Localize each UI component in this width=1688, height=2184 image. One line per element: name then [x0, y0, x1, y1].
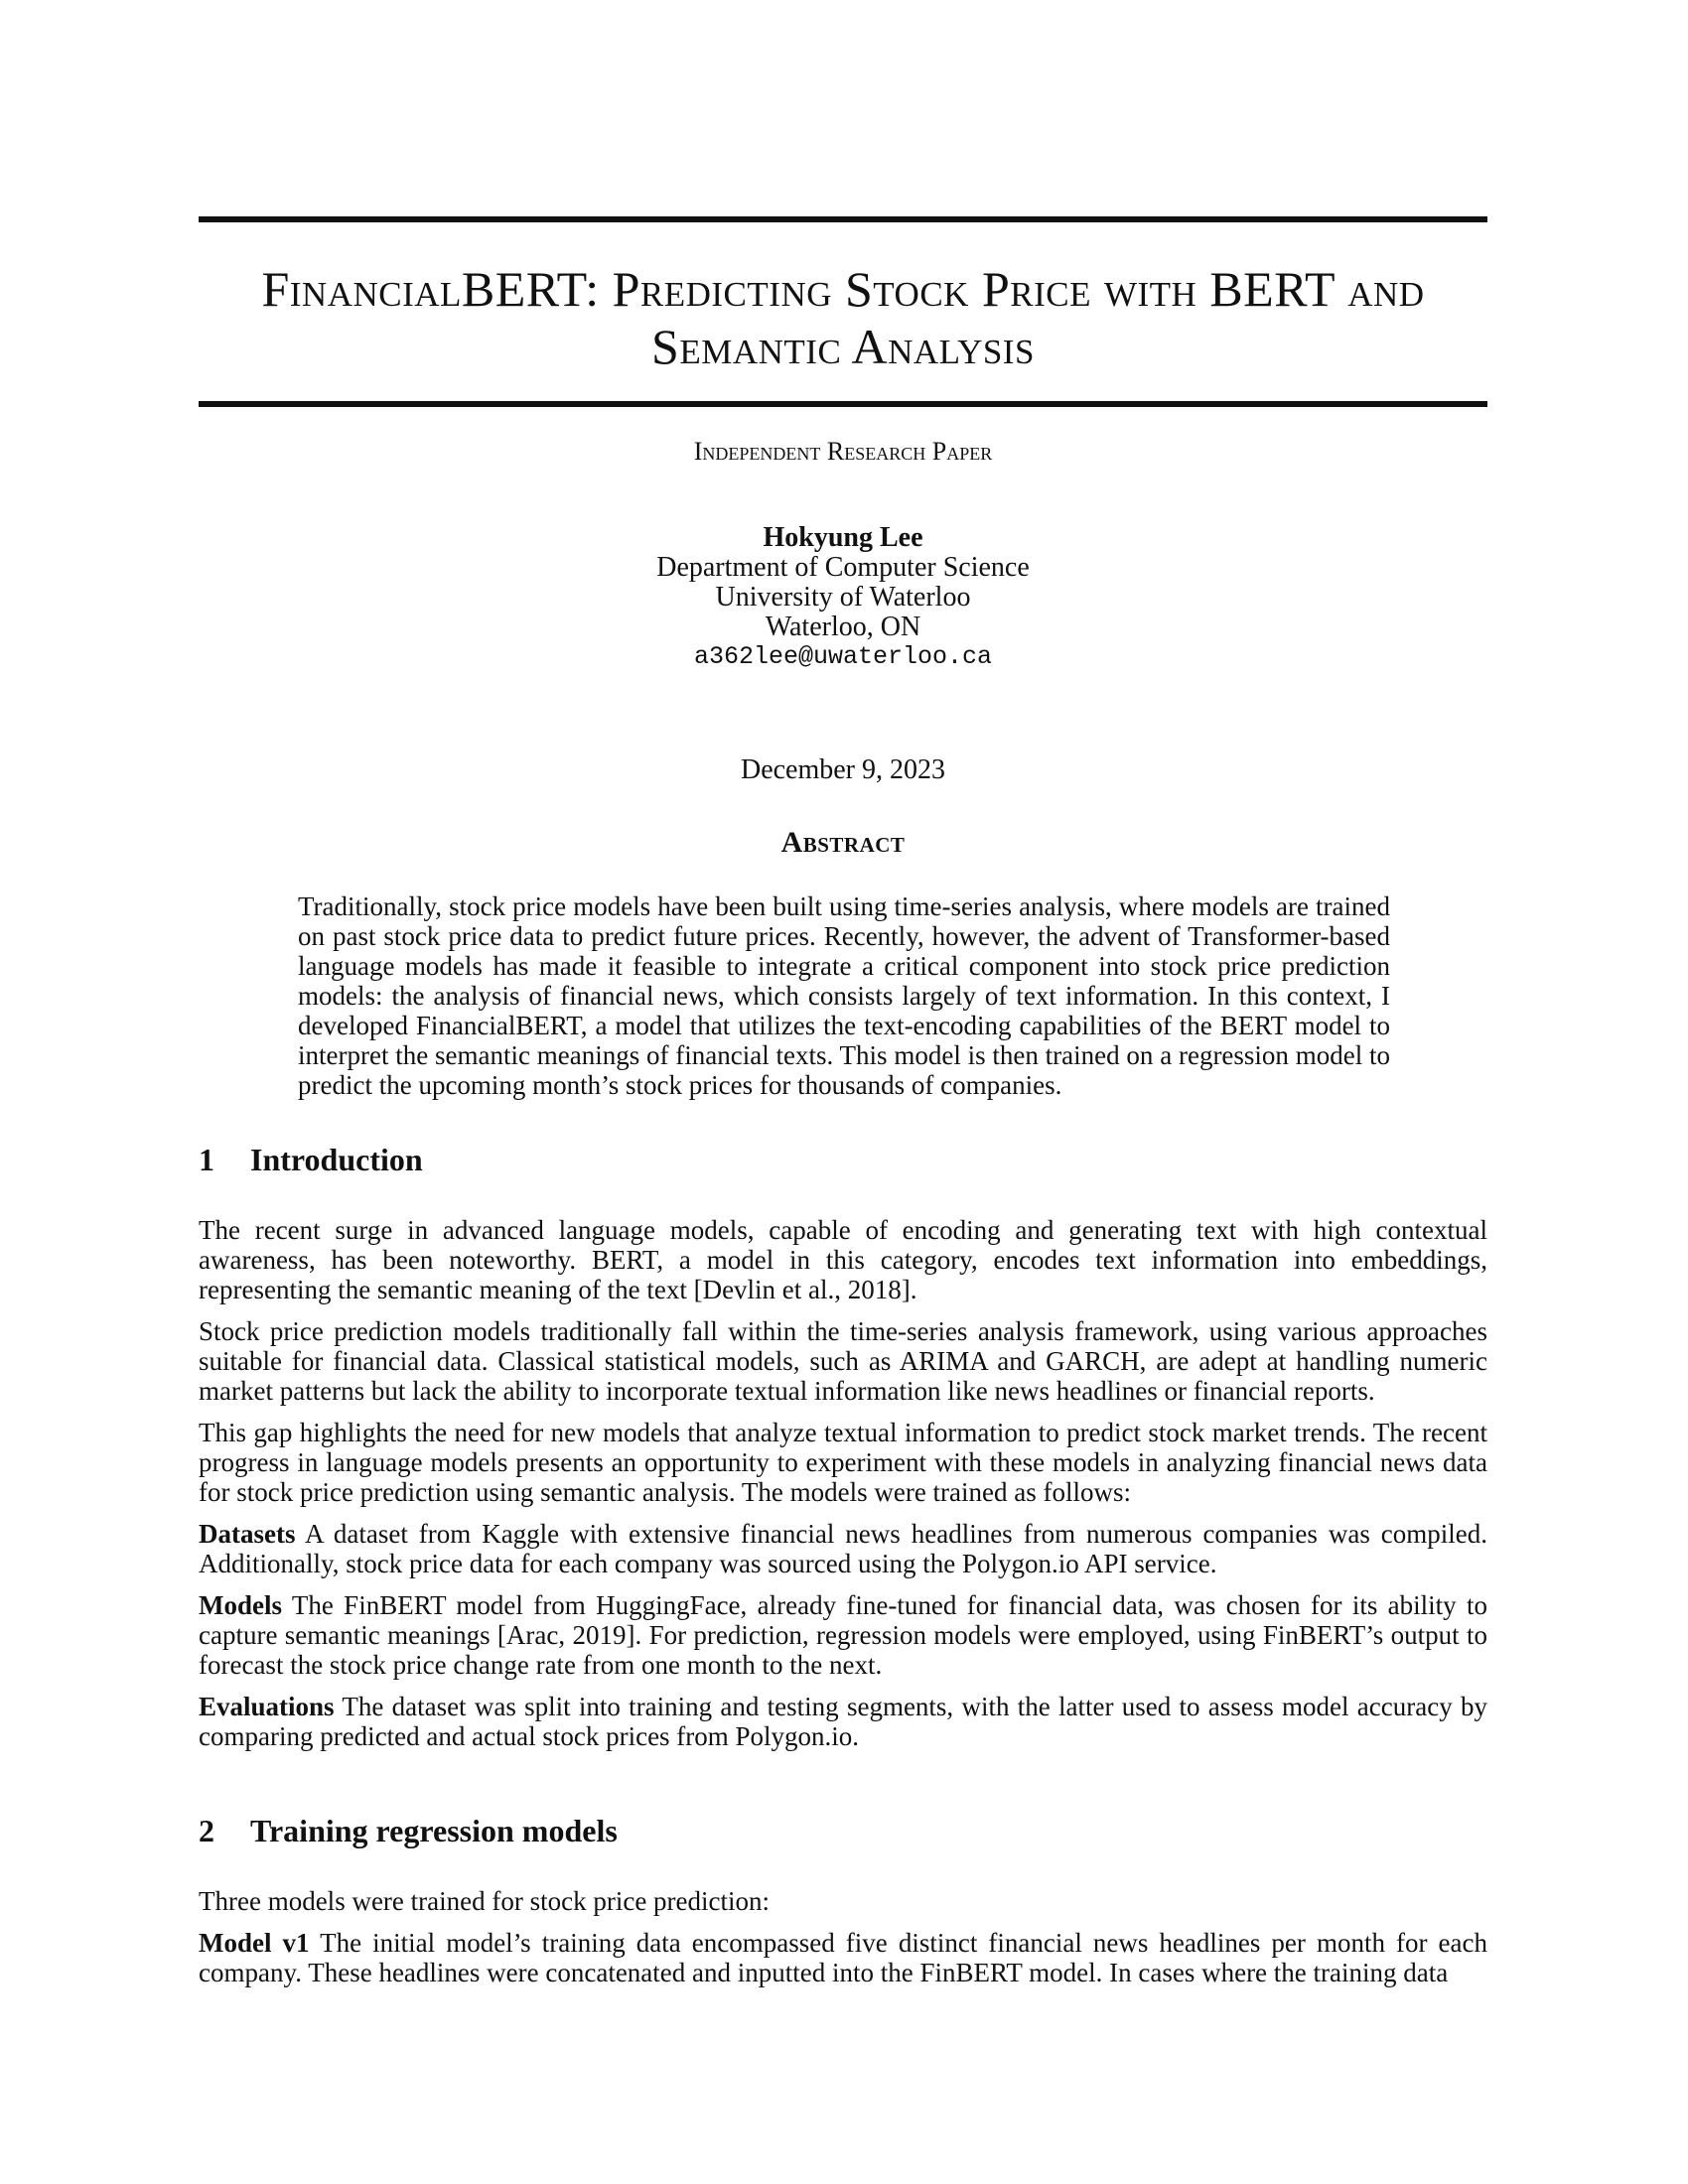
paragraph: Stock price prediction models traditionally fall within the time-series analysis framework, using various approaches suitable for financial data. Classical statistical models, such as ARIMA and GARCH, are adept at handling numeric market patterns but lack the ability to incorporate textual information like news headlines or financial reports.: [199, 1316, 1487, 1406]
introduction-body: [199, 1215, 1487, 1763]
paper-date: December 9, 2023: [740, 754, 946, 785]
author-block: [199, 523, 1487, 672]
paragraph-label: Model v1: [199, 1928, 310, 1958]
author-department: Department of Computer Science: [656, 552, 1030, 583]
title-line-2: Semantic Analysis: [651, 319, 1035, 374]
paragraph-text: The dataset was split into training and testing segments, with the latter used to assess model accuracy by comparing predicted and actual stock prices from Polygon.io.: [199, 1692, 1487, 1751]
paragraph-label: Datasets: [199, 1519, 296, 1549]
paragraph-label: Models: [199, 1590, 282, 1620]
author-email: a362lee@uwaterloo.ca: [693, 642, 993, 671]
author-name: Hokyung Lee: [763, 522, 923, 553]
paragraph: This gap highlights the need for new models that analyze textual information to predict stock market trends. The recent progress in language models presents an opportunity to experiment with these models in analyzing financial news data for stock price prediction using semantic analysis. The models were trained as follows:: [199, 1418, 1487, 1507]
abstract-text: Traditionally, stock price models have been built using time-series analysis, where models are trained on past stock price data to predict future prices. Recently, however, the advent of Transformer-based language models has made it feasible to integrate a critical component into stock price prediction models: the analysis of financial news, which consists largely of text information. In this context, I developed FinancialBERT, a model that utilizes the text-encoding capabilities of the BERT model to interpret the semantic meanings of financial texts. This model is then trained on a regression model to predict the upcoming month’s stock prices for thousands of companies.: [298, 891, 1390, 1100]
paragraph-text: A dataset from Kaggle with extensive financial news headlines from numerous companies was compiled. Additionally, stock price data for each company was sourced using the Polygon.io API service.: [199, 1519, 1487, 1578]
title-rule-bottom: [199, 401, 1487, 407]
labeled-paragraph-datasets: [199, 1519, 1487, 1578]
labeled-paragraph-evaluations: [199, 1692, 1487, 1751]
section-heading-introduction: [199, 1142, 1487, 1178]
paragraph-text: The initial model’s training data encompassed five distinct financial news headlines per month for each company. These headlines were concatenated and inputted into the FinBERT model. In cases where the training data: [199, 1928, 1487, 1987]
paragraph-text: The FinBERT model from HuggingFace, already fine-tuned for financial data, was chosen for its ability to capture semantic meanings [Arac, 2019]. For prediction, regression models were employed, using FinBERT’s output to forecast the stock price change rate from one month to the next.: [199, 1590, 1487, 1680]
title-line-1: FinancialBERT: Predicting Stock Price with BERT and: [261, 261, 1425, 317]
paragraph-label: Evaluations: [199, 1692, 335, 1721]
labeled-paragraph-model-v1: [199, 1928, 1487, 1987]
section-number: 2: [199, 1813, 214, 1848]
title-rule-top: [199, 216, 1487, 222]
labeled-paragraph-models: [199, 1590, 1487, 1680]
author-location: Waterloo, ON: [765, 612, 921, 642]
section-title: Training regression models: [250, 1813, 618, 1848]
section-title: Introduction: [250, 1142, 423, 1177]
paper-type: Independent Research Paper: [693, 437, 993, 466]
paragraph: Three models were trained for stock price prediction:: [199, 1886, 771, 1916]
section-number: 1: [199, 1142, 214, 1177]
training-body: [199, 1886, 1487, 1999]
paper-title: [199, 260, 1487, 375]
paragraph: The recent surge in advanced language models, capable of encoding and generating text with high contextual awareness, has been noteworthy. BERT, a model in this category, encodes text information into embeddings, representing the semantic meaning of the text [Devlin et al., 2018].: [199, 1215, 1487, 1304]
section-heading-training: [199, 1813, 1487, 1849]
abstract-heading: Abstract: [780, 826, 906, 859]
author-university: University of Waterloo: [715, 582, 971, 613]
